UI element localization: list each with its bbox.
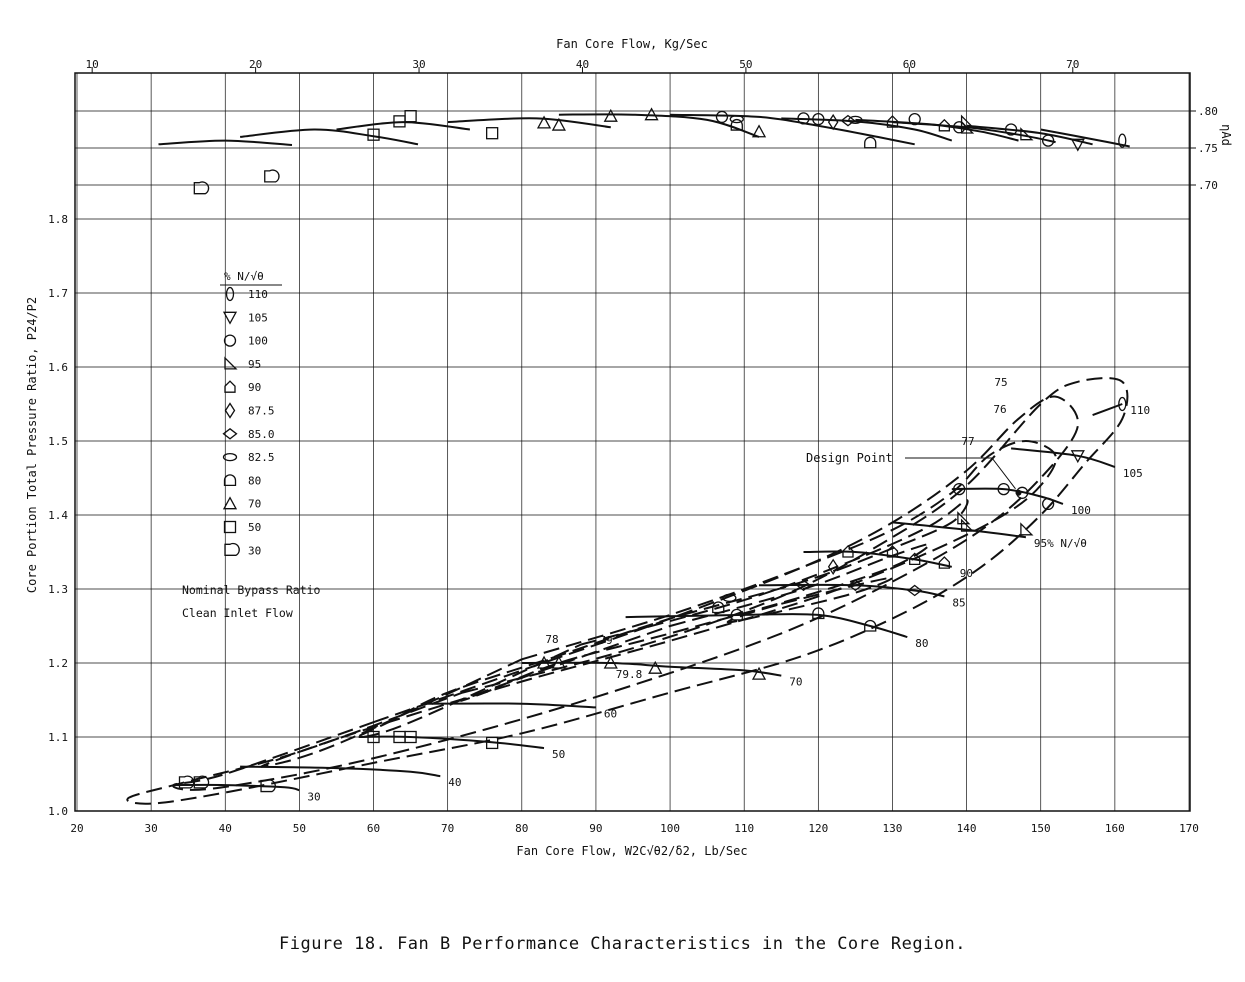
note-bypass-ratio: Nominal Bypass Ratio <box>182 583 321 597</box>
pressure-marker-70 <box>649 662 661 673</box>
y-tick-label: 1.5 <box>48 435 68 448</box>
efficiency-line-110 <box>1041 130 1130 147</box>
x2-tick-label: 20 <box>248 58 263 71</box>
x-tick-label: 30 <box>144 822 158 835</box>
x-tick-label: 20 <box>70 822 84 835</box>
island-label-78: 78 <box>545 633 559 646</box>
speed-label-105: 105 <box>1122 466 1143 480</box>
efficiency-line-70 <box>559 114 759 137</box>
speed-label-40: 40 <box>448 776 462 790</box>
x-tick-label: 150 <box>1030 822 1051 835</box>
speed-line-110 <box>1093 404 1123 415</box>
design-point-label: Design Point <box>806 451 893 465</box>
speed-label-80: 80 <box>915 637 929 651</box>
speed-label-50: 50 <box>552 748 566 762</box>
data-markers <box>179 109 1125 792</box>
speed-label-110: 110 <box>1130 404 1151 417</box>
x-tick-label: 60 <box>366 822 381 835</box>
y-tick-label: 1.4 <box>48 509 68 522</box>
x2-axis-title: Fan Core Flow, Kg/Sec <box>556 37 708 51</box>
y-tick-label: 1.1 <box>48 731 68 744</box>
x-tick-label: 120 <box>808 822 829 835</box>
efficiency-marker-50 <box>405 111 416 122</box>
y-tick-label: 1.6 <box>48 361 68 374</box>
design-point-dot <box>1015 490 1021 496</box>
legend-label-80: 80 <box>248 474 262 488</box>
legend-marker-110 <box>227 288 234 301</box>
legend-label-82-5: 82.5 <box>248 451 275 465</box>
legend-label-95: 95 <box>248 357 262 371</box>
legend-marker-100 <box>225 335 236 346</box>
x-tick-label: 130 <box>882 822 903 835</box>
axis-ticks <box>48 58 1218 835</box>
x-tick-label: 170 <box>1179 822 1199 835</box>
figure-caption: Figure 18. Fan B Performance Characteristics in the Core Region. <box>278 934 967 954</box>
x2-tick-label: 40 <box>575 58 590 71</box>
speed-line-90 <box>804 551 952 566</box>
x-tick-label: 140 <box>956 822 977 835</box>
y-tick-label: 1.0 <box>48 805 68 818</box>
efficiency-line-90 <box>781 118 952 140</box>
legend-label-70: 70 <box>248 497 262 511</box>
x2-tick-label: 60 <box>902 58 916 71</box>
note-clean-inlet: Clean Inlet Flow <box>182 606 293 620</box>
efficiency-island-78 <box>358 500 967 737</box>
y-tick-label: 1.8 <box>48 213 68 226</box>
legend-label-90: 90 <box>248 381 262 395</box>
design-point-annotation <box>806 451 1015 489</box>
legend-label-30: 30 <box>248 544 262 558</box>
efficiency-island-77 <box>261 441 1056 767</box>
speed-label-30: 30 <box>307 790 321 804</box>
speed-label-90: 90 <box>959 566 974 580</box>
legend-label-50: 50 <box>248 521 262 534</box>
legend-label-105: 105 <box>248 311 268 325</box>
legend-label-87-5: 87.5 <box>248 404 275 418</box>
y-tick-label: 1.2 <box>48 657 68 670</box>
legend <box>220 270 282 557</box>
y-tick-label: 1.3 <box>48 583 68 596</box>
efficiency-marker-30 <box>265 170 279 182</box>
x2-tick-label: 30 <box>412 58 426 71</box>
y-axis-title: Core Portion Total Pressure Ratio, P24/P2 <box>25 296 39 594</box>
island-label-77: 77 <box>961 435 975 448</box>
x-axis-title: Fan Core Flow, W2C√θ2/δ2, Lb/Sec <box>516 844 748 858</box>
legend-marker-50 <box>225 522 236 533</box>
efficiency-marker-30 <box>194 182 208 194</box>
y-tick-label: 1.7 <box>48 287 68 300</box>
x-tick-label: 90 <box>589 822 603 835</box>
speed-label-85: 85 <box>952 596 966 610</box>
efficiency-marker-70 <box>646 109 658 120</box>
x-tick-label: 110 <box>734 822 755 835</box>
efficiency-marker-95 <box>1021 129 1032 140</box>
legend-label-110: 110 <box>248 288 268 301</box>
legend-marker-80 <box>225 475 236 485</box>
island-label-75: 75 <box>994 376 1008 389</box>
speed-line-40 <box>240 767 440 777</box>
island-label-79: 79 <box>599 634 613 647</box>
x-tick-label: 70 <box>441 822 455 835</box>
speed-line-50 <box>359 737 544 749</box>
y2-tick-label: .75 <box>1198 142 1218 155</box>
speed-label-100: 100 <box>1070 503 1091 517</box>
x-tick-label: 40 <box>218 822 232 835</box>
island-label-76: 76 <box>993 403 1007 416</box>
x2-tick-label: 70 <box>1066 58 1080 71</box>
x-tick-label: 100 <box>660 822 681 835</box>
x2-tick-label: 50 <box>739 58 753 71</box>
speed-label-60: 60 <box>603 707 618 721</box>
efficiency-line-50 <box>337 122 470 129</box>
island-label-79.8: 79.8 <box>615 668 643 681</box>
efficiency-marker-70 <box>605 110 617 121</box>
legend-marker-70 <box>224 498 236 509</box>
legend-marker-90 <box>225 381 235 392</box>
y2-axis-title: ηAd <box>1219 124 1233 146</box>
y2-tick-label: .80 <box>1198 105 1218 118</box>
speed-label-95: 95% N/√θ <box>1033 537 1087 551</box>
x-tick-label: 160 <box>1104 822 1125 835</box>
legend-label-100: 100 <box>248 334 268 348</box>
efficiency-line-60 <box>448 118 611 127</box>
efficiency-marker-100 <box>716 111 727 122</box>
efficiency-marker-50 <box>487 128 498 139</box>
legend-label-85-0: 85.0 <box>248 427 275 441</box>
legend-title: % N/√θ <box>224 270 264 283</box>
legend-marker-87-5 <box>226 404 235 418</box>
speed-label-70: 70 <box>789 675 803 689</box>
x-tick-label: 50 <box>292 822 307 835</box>
legend-marker-30 <box>225 544 239 556</box>
x-tick-label: 80 <box>515 822 529 835</box>
x2-tick-label: 10 <box>85 58 99 71</box>
y2-tick-label: .70 <box>1198 179 1218 192</box>
legend-marker-105 <box>224 312 236 323</box>
legend-items <box>224 288 275 558</box>
speed-lines <box>159 114 1130 790</box>
efficiency-marker-80 <box>865 137 876 147</box>
